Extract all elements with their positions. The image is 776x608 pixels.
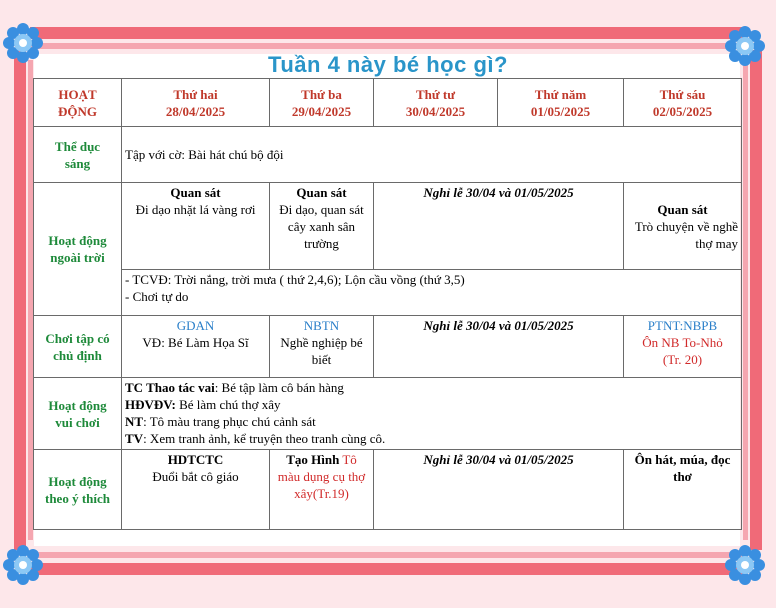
holiday-note: Nghỉ lễ 30/04 và 01/05/2025 <box>374 183 624 270</box>
row-morning-exercise <box>34 127 742 183</box>
day-name: Thứ sáu <box>659 86 706 102</box>
cell-title: GDAN <box>176 318 215 333</box>
row-outdoor-extra <box>34 270 742 316</box>
header-row <box>34 79 742 127</box>
frame-band-right <box>750 50 762 550</box>
page-title: Tuần 4 này bé học gì? <box>268 52 508 77</box>
row-label <box>34 450 122 530</box>
row-label-line2: sáng <box>64 155 91 171</box>
cell-title: Quan sát <box>296 185 347 200</box>
row-label-line2: theo ý thích <box>45 490 110 506</box>
row-label-line1: Hoạt động <box>48 397 107 413</box>
play-line-value: : Bé tập làm cô bán hàng <box>214 380 344 395</box>
flower-icon <box>3 545 43 585</box>
schedule-table <box>33 78 742 530</box>
cell-monday <box>122 450 270 530</box>
cell-text: Ôn NB To-Nhỏ <box>642 335 723 350</box>
frame-band-top <box>30 27 746 39</box>
cell-text: Nghề nghiệp bé biết <box>280 335 363 367</box>
play-line-2 <box>125 396 738 413</box>
header-activity <box>34 79 122 127</box>
flower-icon <box>725 545 765 585</box>
play-line-value: : Tô màu trang phục chú cảnh sát <box>143 414 316 429</box>
cell-friday: Ôn hát, múa, đọc thơ <box>624 450 742 530</box>
frame-band-right-inner <box>743 60 748 540</box>
day-name: Thứ ba <box>301 86 342 102</box>
header-activity-line1: HOẠT <box>58 86 97 102</box>
row-label-line1: Chơi tập có <box>45 330 110 346</box>
cell-monday <box>122 183 270 270</box>
cell-monday <box>122 316 270 378</box>
play-line-key: TV <box>125 431 144 446</box>
header-tuesday <box>270 79 374 127</box>
frame-band-bottom-inner <box>30 552 746 558</box>
row-label <box>34 316 122 378</box>
cell-title <box>273 451 370 468</box>
play-line-3 <box>125 413 738 430</box>
cell-text: Đi dạo, quan sát cây xanh sân trường <box>279 202 364 251</box>
day-date: 30/04/2025 <box>405 103 466 119</box>
play-content <box>122 378 742 450</box>
row-label-line2: chủ định <box>53 347 102 363</box>
row-label-line1: Hoạt động <box>48 233 107 248</box>
cell-tuesday <box>270 450 374 530</box>
row-lesson <box>34 316 742 378</box>
cell-title-bold: Tạo Hình <box>286 452 340 467</box>
row-label <box>34 378 122 450</box>
day-date: 02/05/2025 <box>652 103 713 119</box>
cell-text: màu dụng cụ thợ xây(Tr.19) <box>277 469 366 501</box>
holiday-note: Nghỉ lễ 30/04 và 01/05/2025 <box>374 316 624 378</box>
play-line-value: : Xem tranh ảnh, kể truyện theo tranh cùng cô. <box>143 431 386 446</box>
header-activity-line2: ĐỘNG <box>58 103 97 119</box>
row-label-line1: Hoạt động <box>48 473 107 489</box>
cell-title: Quan sát <box>657 201 708 217</box>
row-play <box>34 378 742 450</box>
outdoor-extra <box>122 270 742 316</box>
day-name: Thứ tư <box>415 86 456 102</box>
cell-tuesday <box>270 183 374 270</box>
outdoor-extra-line2: - Chơi tự do <box>125 289 189 304</box>
play-line-key: TC Thao tác vai <box>125 380 215 395</box>
day-date: 28/04/2025 <box>165 103 226 119</box>
frame-band-bottom <box>30 563 746 575</box>
day-date: 29/04/2025 <box>291 103 352 119</box>
row-hobby <box>34 450 742 530</box>
row-label-line2: ngoài trời <box>50 250 105 265</box>
day-date: 01/05/2025 <box>530 103 591 119</box>
play-line-key: NT <box>125 414 144 429</box>
header-monday <box>122 79 270 127</box>
cell-text: VĐ: Bé Làm Họa Sĩ <box>142 335 249 350</box>
cell-friday <box>624 183 742 270</box>
play-line-4 <box>125 430 738 447</box>
cell-title: NBTN <box>303 318 340 333</box>
outdoor-extra-line1: - TCVĐ: Trời nắng, trời mưa ( thứ 2,4,6); Lộn cầu vồng (thứ 3,5) <box>125 272 465 287</box>
cell-ref: (Tr. 20) <box>662 352 703 367</box>
morning-content: Tập với cờ: Bài hát chú bộ đội <box>122 127 742 183</box>
frame-band-left <box>14 50 26 550</box>
holiday-note: Nghỉ lễ 30/04 và 01/05/2025 <box>374 450 624 530</box>
header-friday <box>624 79 742 127</box>
cell-title: Quan sát <box>170 185 221 200</box>
cell-title-red: Tô <box>339 452 357 467</box>
day-name: Thứ năm <box>534 86 587 102</box>
row-outdoor <box>34 183 742 270</box>
play-line-value: Bé làm chú thợ xây <box>175 397 281 412</box>
cell-tuesday <box>270 316 374 378</box>
cell-title: PTNT:NBPB <box>647 318 718 333</box>
play-line-key: HĐVĐV: <box>125 397 176 412</box>
frame-band-top-inner <box>30 43 746 49</box>
row-label <box>34 183 122 316</box>
day-name: Thứ hai <box>173 86 218 102</box>
row-label-line1: Thể dục <box>54 138 101 154</box>
cell-text: Trò chuyện về nghề thợ may <box>634 218 738 251</box>
header-wednesday <box>374 79 498 127</box>
cell-friday <box>624 316 742 378</box>
play-line-1 <box>125 379 738 396</box>
cell-title: HDTCTC <box>167 452 224 467</box>
header-thursday <box>498 79 624 127</box>
row-label-line2: vui chơi <box>55 414 100 430</box>
cell-text: Đi dạo nhặt lá vàng rơi <box>135 202 256 217</box>
cell-text: Đuổi bắt cô giáo <box>152 469 239 484</box>
row-label <box>34 127 122 183</box>
